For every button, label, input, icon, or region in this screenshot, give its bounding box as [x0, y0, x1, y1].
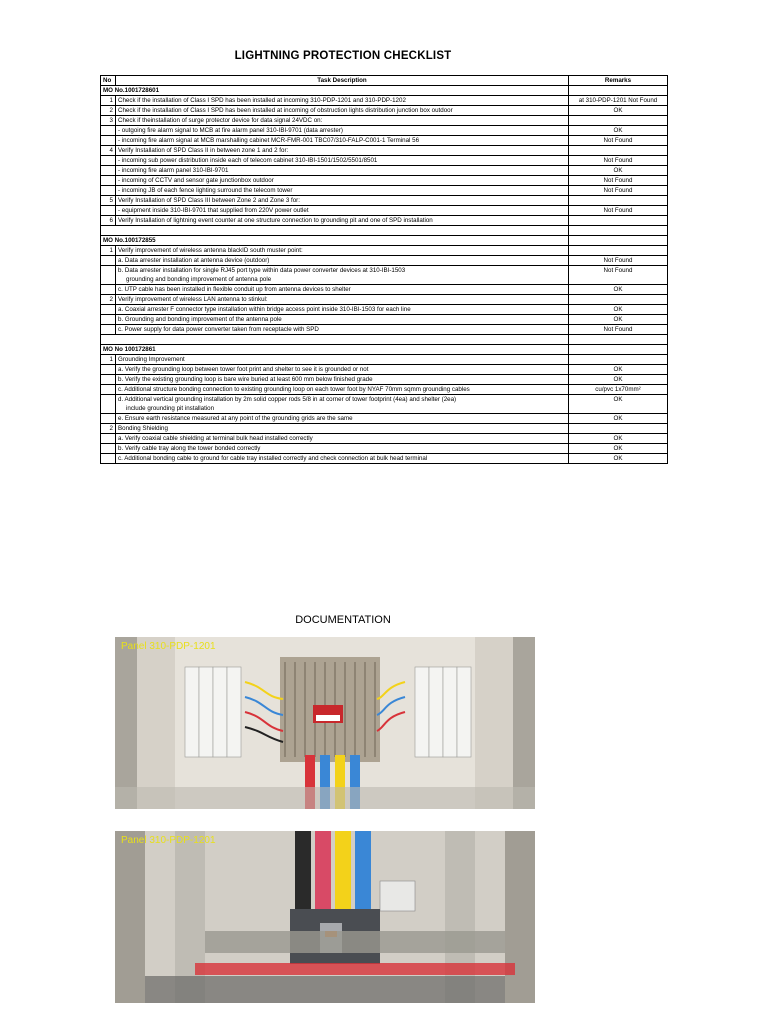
section-heading-remark [569, 236, 668, 246]
row-task-text: a. Verify coaxial cable shielding at terminal bulk head installed correctly [118, 435, 313, 442]
row-remark: Not Found [569, 156, 668, 166]
row-task [116, 424, 569, 434]
row-number [101, 385, 116, 395]
row-remark [569, 424, 668, 434]
row-remark: OK [569, 395, 668, 414]
table-row [101, 295, 668, 305]
row-task-text: Verify improvement of wireless antenna blackID south muster point: [118, 247, 303, 254]
row-remark: cu/pvc 1x70mm² [569, 385, 668, 395]
panel-photo-1-label: Panel 310-PDP-1201 [121, 641, 216, 652]
row-task-text: - equipment inside 310-IBI-9701 that supplied from 220V power outlet [118, 207, 309, 214]
row-number: 2 [101, 295, 116, 305]
row-task-text: Verify Installation of SPD Class II in between zone 1 and 2 for: [118, 147, 289, 154]
table-row [101, 355, 668, 365]
row-task [116, 355, 569, 365]
row-task [116, 206, 569, 216]
row-number [101, 156, 116, 166]
section-heading: MO No 100172861 [101, 345, 569, 355]
row-task-text: Check if the installation of Class I SPD has been installed at incoming of obstruction lights distribution junction box outdoor [118, 107, 453, 114]
row-task-text: b. Verify the existing grounding loop is bare wire buried at least 600 mm below finished grade [118, 376, 373, 383]
section-heading-remark [569, 345, 668, 355]
row-number [101, 285, 116, 295]
row-task [116, 126, 569, 136]
row-number [101, 176, 116, 186]
row-number [101, 315, 116, 325]
row-remark: Not Found [569, 176, 668, 186]
row-remark: OK [569, 454, 668, 464]
row-remark: Not Found [569, 186, 668, 196]
row-task-continuation: grounding and bonding improvement of antenna pole [126, 276, 272, 283]
row-task-text: Check if the installation of Class I SPD has been installed at incoming 310-PDP-1201 and 310-PDP-1202 [118, 97, 406, 104]
table-row [101, 424, 668, 434]
row-remark: OK [569, 126, 668, 136]
row-remark: Not Found [569, 136, 668, 146]
row-task [116, 385, 569, 395]
table-row [101, 166, 668, 176]
row-number [101, 365, 116, 375]
row-number [101, 375, 116, 385]
row-number: 3 [101, 116, 116, 126]
row-remark: OK [569, 285, 668, 295]
table-row [101, 96, 668, 106]
row-remark: Not Found [569, 206, 668, 216]
row-number [101, 166, 116, 176]
row-task-text: a. Coaxial arrester F connector type installation within bridge access point inside 310-IBI-1503 for each line [118, 306, 411, 313]
row-task-text: - incoming fire alarm signal at MCB marshalling cabinet MCR-FMR-001 TBC07/310-FALP-C001-1 Terminal 56 [118, 137, 420, 144]
documentation-title: DOCUMENTATION [295, 614, 391, 626]
row-remark: Not Found [569, 266, 668, 285]
header-no: No [101, 76, 116, 86]
row-remark [569, 355, 668, 365]
row-task [116, 454, 569, 464]
panel-photo-2-image [115, 831, 535, 1003]
row-task-text: c. Additional bonding cable to ground for cable tray installed correctly and check connection at bulk head terminal [118, 455, 428, 462]
section-heading: MO No.1001728601 [101, 86, 569, 96]
row-remark: at 310-PDP-1201 Not Found [569, 96, 668, 106]
row-number [101, 454, 116, 464]
spacer-row [101, 335, 668, 345]
row-task-text: Verify Installation of lightning event counter at one structure connection to grounding pit and one of SPD installation [118, 217, 433, 224]
row-remark [569, 216, 668, 226]
row-task [116, 196, 569, 206]
row-task [116, 365, 569, 375]
table-row [101, 116, 668, 126]
row-task-text: a. Verify the grounding loop between tower foot print and shelter to see it is grounded or not [118, 366, 369, 373]
row-number [101, 414, 116, 424]
table-row [101, 305, 668, 315]
row-number [101, 325, 116, 335]
row-task [116, 146, 569, 156]
row-number [101, 136, 116, 146]
spacer-cell [101, 226, 569, 236]
row-remark: OK [569, 365, 668, 375]
header-task: Task Description [116, 76, 569, 86]
row-number: 1 [101, 355, 116, 365]
row-task-text: e. Ensure earth resistance measured at any point of the grounding grids are the same [118, 415, 353, 422]
table-row [101, 365, 668, 375]
row-task-text: Verify Installation of SPD Class III between Zone 2 and Zone 3 for: [118, 197, 300, 204]
row-task [116, 325, 569, 335]
section-heading-row [101, 236, 668, 246]
spacer-cell [569, 226, 668, 236]
row-task [116, 186, 569, 196]
row-task [116, 266, 569, 285]
row-task [116, 106, 569, 116]
row-number [101, 256, 116, 266]
row-remark: Not Found [569, 325, 668, 335]
row-remark: Not Found [569, 256, 668, 266]
row-task-text: Bonding Shielding [118, 425, 168, 432]
table-row [101, 216, 668, 226]
row-task-text: c. Power supply for data power converter taken from receptacle with SPD [118, 326, 319, 333]
row-remark [569, 196, 668, 206]
spacer-row [101, 226, 668, 236]
table-row [101, 444, 668, 454]
row-number [101, 206, 116, 216]
row-task [116, 285, 569, 295]
panel-photo-2-label: Panel 310-PDP-1201 [121, 835, 216, 846]
row-remark: OK [569, 106, 668, 116]
table-row [101, 246, 668, 256]
row-task-text: Verify improvement of wireless LAN antenna to stinkul: [118, 296, 268, 303]
row-task-text: Check if theinstallation of surge protector device for data signal 24VDC on: [118, 117, 323, 124]
row-task [116, 96, 569, 106]
row-task-text: c. UTP cable has been installed in flexible conduit up from antenna devices to shelter [118, 286, 351, 293]
row-task [116, 315, 569, 325]
table-row [101, 126, 668, 136]
table-row [101, 395, 668, 414]
row-number [101, 434, 116, 444]
row-task [116, 216, 569, 226]
table-row [101, 454, 668, 464]
row-task [116, 305, 569, 315]
spacer-cell [569, 335, 668, 345]
row-number [101, 444, 116, 454]
table-row [101, 434, 668, 444]
row-remark [569, 295, 668, 305]
row-task-text: b. Grounding and bonding improvement of the antenna pole [118, 316, 282, 323]
table-row [101, 325, 668, 335]
row-task [116, 136, 569, 146]
row-number: 2 [101, 424, 116, 434]
row-task-text: b. Verify cable tray along the tower bonded correctly [118, 445, 261, 452]
header-remarks: Remarks [569, 76, 668, 86]
row-number [101, 305, 116, 315]
row-remark [569, 246, 668, 256]
row-number [101, 186, 116, 196]
row-remark: OK [569, 166, 668, 176]
table-row [101, 256, 668, 266]
row-remark [569, 146, 668, 156]
row-task-text: b. Data arrester installation for single RJ45 port type within data power converter devices at 310-IBI-1503 [118, 267, 406, 274]
row-remark: OK [569, 414, 668, 424]
section-heading: MO No.100172855 [101, 236, 569, 246]
row-number [101, 395, 116, 414]
row-task-continuation: include grounding pit installation [126, 405, 215, 412]
panel-photo-1 [115, 637, 535, 809]
row-number: 1 [101, 96, 116, 106]
spacer-cell [101, 335, 569, 345]
row-remark: OK [569, 434, 668, 444]
section-heading-row [101, 345, 668, 355]
row-task [116, 444, 569, 454]
row-task-text: d. Additional vertical grounding installation by 2m solid copper rods 5/8 in at corner of tower footprint (4ea) and shelter (2ea) [118, 396, 457, 403]
table-row [101, 385, 668, 395]
row-task [116, 295, 569, 305]
table-row [101, 414, 668, 424]
row-task [116, 375, 569, 385]
row-number: 5 [101, 196, 116, 206]
table-row [101, 206, 668, 216]
row-task [116, 434, 569, 444]
checklist-table [100, 75, 668, 464]
row-task [116, 246, 569, 256]
row-task-text: Grounding Improvement [118, 356, 185, 363]
table-row [101, 156, 668, 166]
row-task [116, 395, 569, 414]
row-number [101, 126, 116, 136]
section-heading-row [101, 86, 668, 96]
page-title: LIGHTNING PROTECTION CHECKLIST [234, 50, 452, 62]
row-remark: OK [569, 375, 668, 385]
row-task-text: - incoming sub power distribution inside each of telecom cabinet 310-IBI-1501/1502/5501/8501 [118, 157, 378, 164]
row-task-text: - incoming JB of each fence lighting surround the telecom tower [118, 187, 293, 194]
row-task [116, 176, 569, 186]
row-task-text: - incoming of CCTV and sensor gate junctionbox outdoor [118, 177, 274, 184]
row-task [116, 156, 569, 166]
table-row [101, 196, 668, 206]
row-task-text: - outgoing fire alarm signal to MCB at fire alarm panel 310-IBI-9701 (data arrester) [118, 127, 343, 134]
row-number: 1 [101, 246, 116, 256]
panel-photo-2 [115, 831, 535, 1003]
row-remark: OK [569, 305, 668, 315]
panel-photo-1-image [115, 637, 535, 809]
table-row [101, 186, 668, 196]
row-task-text: c. Additional structure bonding connection to existing grounding loop on each tower foot by NYAF 70mm sqmm grounding cables [118, 386, 470, 393]
table-row [101, 375, 668, 385]
checklist-body [101, 86, 668, 464]
row-task [116, 256, 569, 266]
row-remark: OK [569, 444, 668, 454]
table-header-row [101, 76, 668, 86]
table-row [101, 285, 668, 295]
table-row [101, 106, 668, 116]
row-number: 4 [101, 146, 116, 156]
table-row [101, 266, 668, 285]
row-task-text: - incoming fire alarm panel 310-IBI-9701 [118, 167, 229, 174]
row-task [116, 116, 569, 126]
table-row [101, 176, 668, 186]
row-task-text: a. Data arrester installation at antenna device (outdoor) [118, 257, 270, 264]
row-task [116, 414, 569, 424]
row-remark: OK [569, 315, 668, 325]
row-number: 6 [101, 216, 116, 226]
table-row [101, 146, 668, 156]
row-number [101, 266, 116, 285]
section-heading-remark [569, 86, 668, 96]
table-row [101, 315, 668, 325]
row-remark [569, 116, 668, 126]
row-task [116, 166, 569, 176]
row-number: 2 [101, 106, 116, 116]
table-row [101, 136, 668, 146]
